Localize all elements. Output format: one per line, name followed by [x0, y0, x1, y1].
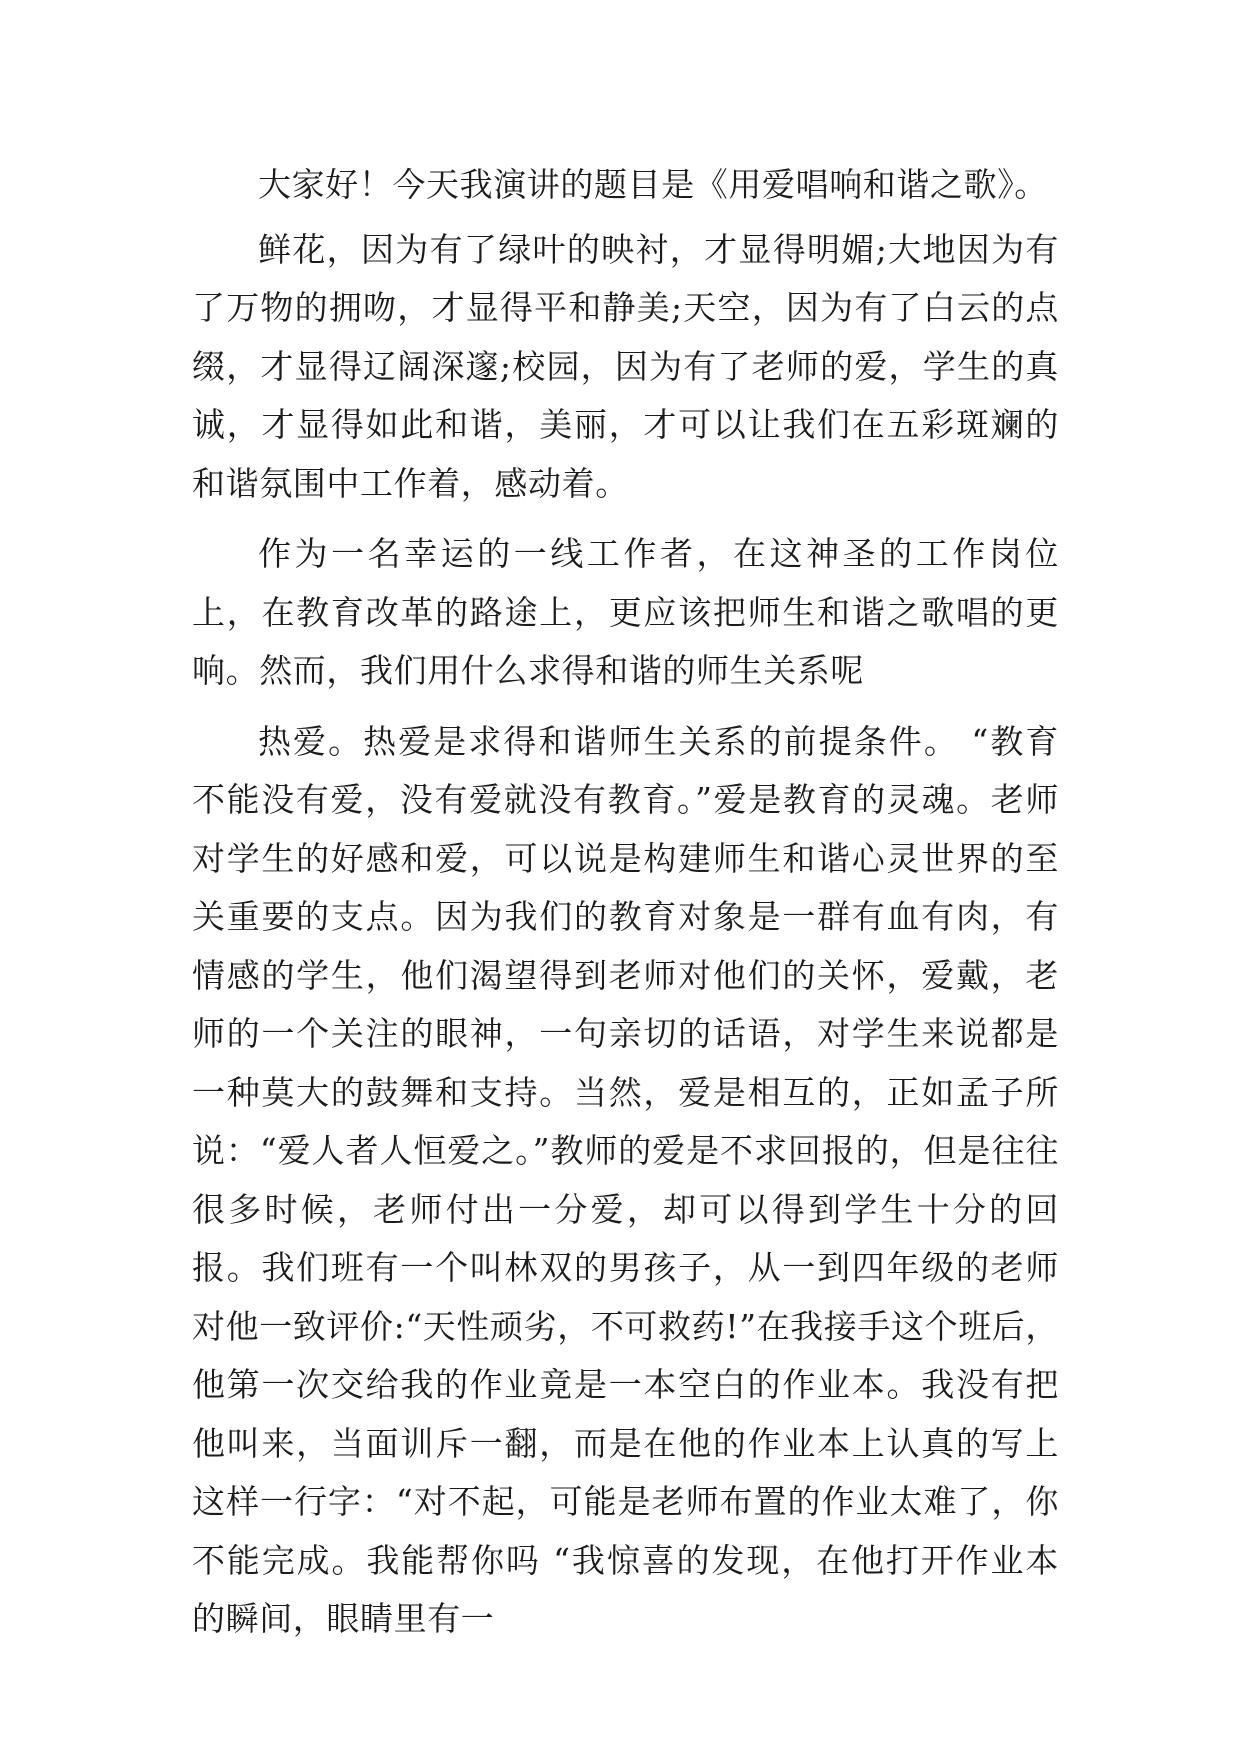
paragraph-greeting: 大家好！今天我演讲的题目是《用爱唱响和谐之歌》。: [258, 165, 1048, 204]
paragraph-love: 热爱。热爱是求得和谐师生关系的前提条件。 “教育不能没有爱，没有爱就没有教育。”爱是教育的灵魂。老师对学生的好感和爱，可以说是构建师生和谐心灵世界的至关重要的支点。因为我们的教育对象是一群有血有肉，有情感的学生，他们渴望得到老师对他们的关怀，爱戴，老师的一个关注的眼神，一句亲切的话语，对学生来说都是一种莫大的鼓舞和支持。当然，爱是相互的，正如孟子所说：“爱人者人恒爱之。”教师的爱是不求回报的，但是往往很多时候，老师付出一分爱，却可以得到学生十分的回报。我们班有一个叫林双的男孩子，从一到四年级的老师对他一致评价:“天性顽劣，不可救药!”在我接手这个班后，他第一次交给我的作业竟是一本空白的作业本。我没有把他叫来，当面训斥一翻，而是在他的作业本上认真的写上这样一行字：“对不起，可能是老师布置的作业太难了，你不能完成。我能帮你吗 “我惊喜的发现，在他打开作业本的瞬间，眼睛里有一: [192, 721, 1059, 1638]
speech-body: [192, 156, 1059, 1649]
paragraph-worker: 作为一名幸运的一线工作者，在这神圣的工作岗位上，在教育改革的路途上，更应该把师生和谐之歌唱的更响。然而，我们用什么求得和谐的师生关系呢: [192, 534, 1059, 690]
paragraph-flowers: 鲜花，因为有了绿叶的映衬，才显得明媚;大地因为有了万物的拥吻，才显得平和静美;天空，因为有了白云的点缀，才显得辽阔深邃;校园，因为有了老师的爱，学生的真诚，才显得如此和谐，美丽，才可以让我们在五彩斑斓的和谐氛围中工作着，感动着。: [192, 229, 1059, 503]
